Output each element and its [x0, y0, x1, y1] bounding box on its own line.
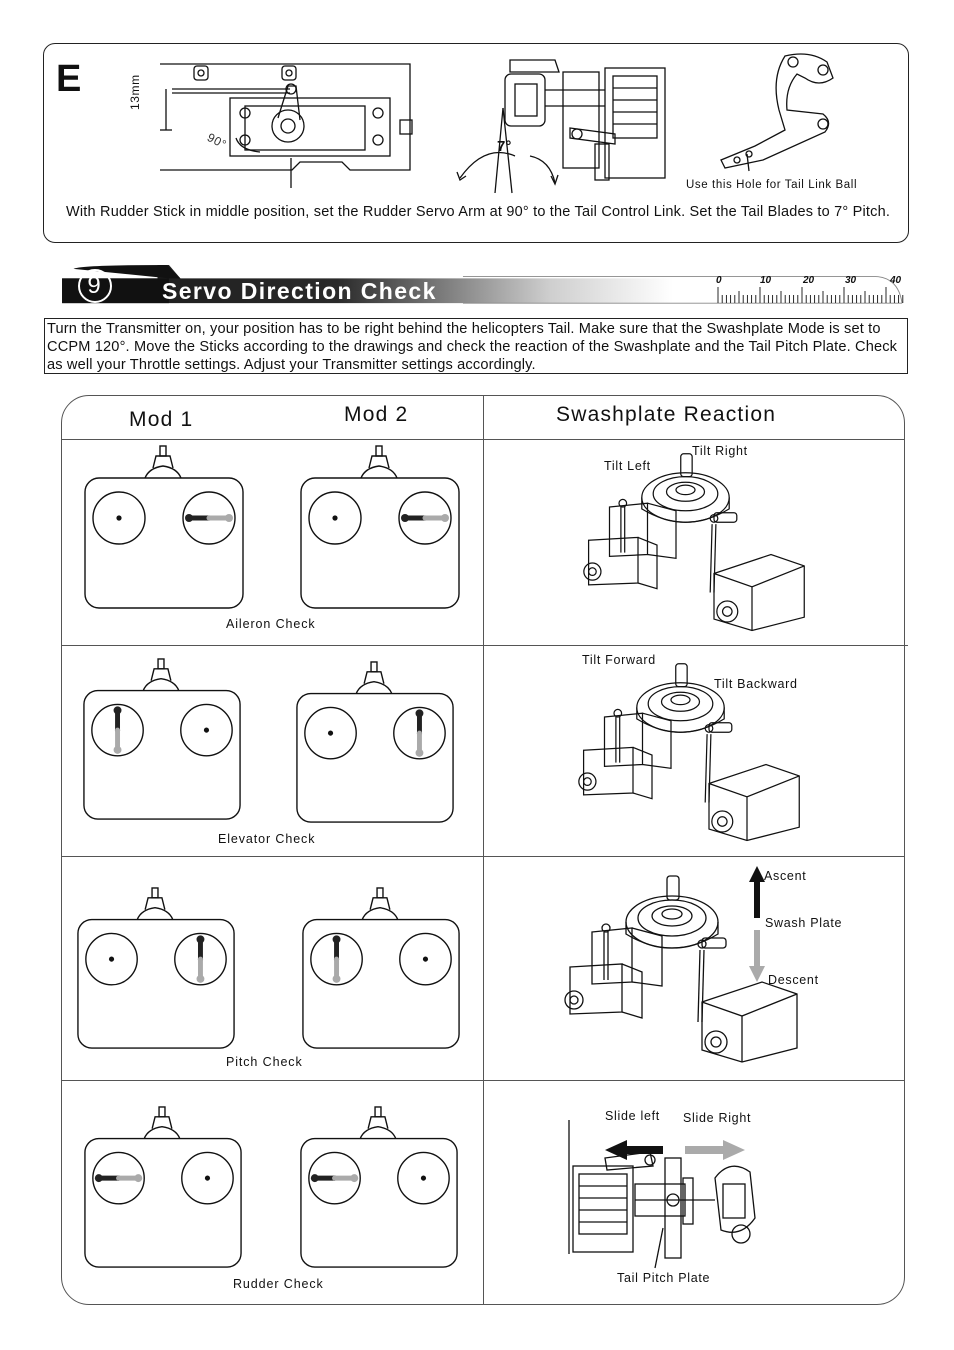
transmitter-mod1-aileron — [83, 444, 245, 612]
transmitter-mod1-elevator — [81, 657, 243, 823]
label-swash-plate: Swash Plate — [765, 916, 843, 930]
label-slide-left: Slide left — [605, 1109, 660, 1123]
swashplate-pitch-diagram — [552, 872, 812, 1072]
dim-label: 13mm — [128, 74, 142, 110]
transmitter-mod1-rudder — [82, 1105, 244, 1271]
arrow-ascent-icon — [748, 866, 766, 918]
table-row-divider — [62, 439, 904, 440]
transmitter-mod2-elevator — [294, 660, 456, 826]
transmitter-mod2-aileron — [299, 444, 461, 612]
label-descent: Descent — [768, 973, 819, 987]
label-tilt-left: Tilt Left — [604, 459, 651, 473]
header-mod-1: Mod 1 — [129, 408, 194, 431]
ruler-label: 20 — [803, 275, 815, 286]
ruler-ticks — [716, 285, 902, 303]
ruler-labels — [716, 275, 906, 287]
header-swashplate-reaction: Swashplate Reaction — [556, 403, 777, 426]
transmitter-mod2-rudder — [298, 1105, 460, 1271]
arrow-descent-icon — [748, 930, 766, 982]
label-ascent: Ascent — [764, 869, 807, 883]
label-tilt-forward: Tilt Forward — [582, 653, 656, 667]
caption-pitch-check: Pitch Check — [226, 1055, 303, 1069]
tail-pitch-plate-diagram — [565, 1118, 765, 1268]
label-slide-right: Slide Right — [683, 1111, 752, 1125]
ruler-label: 10 — [760, 275, 772, 286]
caption-elevator-check: Elevator Check — [218, 832, 316, 846]
label-tail-pitch-plate: Tail Pitch Plate — [617, 1271, 711, 1285]
header-mod-2: Mod 2 — [344, 403, 409, 426]
section-title: Servo Direction Check — [162, 278, 437, 304]
ruler-label: 0 — [716, 275, 722, 286]
table-column-divider — [483, 396, 484, 1304]
section-e-caption: With Rudder Stick in middle position, set the Rudder Servo Arm at 90° to the Tail Control Link. Set the Tail Blades to 7° Pitch. — [66, 204, 891, 220]
tail-pitch-diagram — [455, 48, 675, 193]
label-tilt-right: Tilt Right — [692, 444, 748, 458]
ruler-label: 40 — [890, 275, 902, 286]
swashplate-aileron-diagram — [570, 450, 820, 640]
section-e-letter: E — [56, 58, 82, 100]
table-row-divider — [62, 645, 908, 646]
intro-text: Turn the Transmitter on, your position has to be right behind the helicopters Tail. Make sure that the Swashplate Mode is set to CCPM 120°. Move the Sticks according to the drawings and check the reaction of the Swashplate and the Tail Pitch Plate. Check as well your Throttle settings. Adjust your Transmitter settings accordingly. — [44, 318, 908, 374]
table-row-divider — [62, 856, 904, 857]
table-row-divider — [62, 1080, 904, 1081]
pitch-label: 7° — [497, 138, 512, 155]
ruler-label: 30 — [845, 275, 857, 286]
transmitter-mod2-pitch — [300, 886, 462, 1052]
hole-note: Use this Hole for Tail Link Ball — [686, 179, 858, 191]
caption-rudder-check: Rudder Check — [233, 1277, 324, 1291]
label-tilt-backward: Tilt Backward — [714, 677, 798, 691]
section-number: 9 — [87, 272, 101, 299]
rudder-servo-diagram — [150, 58, 420, 188]
caption-aileron-check: Aileron Check — [226, 617, 316, 631]
transmitter-mod1-pitch — [75, 886, 237, 1052]
angle-label: 90° — [204, 130, 230, 152]
tail-link-ball-part-diagram — [715, 48, 855, 173]
